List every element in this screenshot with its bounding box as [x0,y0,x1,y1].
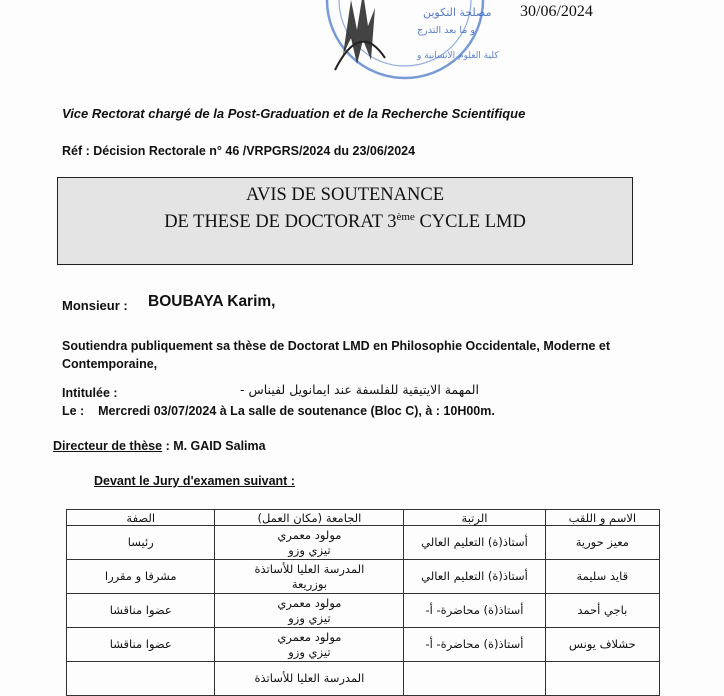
thesis-director: Directeur de thèse : M. GAID Salima [53,439,266,453]
decision-reference: Réf : Décision Rectorale n° 46 /VRPGRS/2024 du 23/06/2024 [62,144,416,158]
avis-title-line-1: AVIS DE SOUTENANCE [245,185,445,205]
candidate-label: Monsieur : [62,298,128,313]
table-row: حشلاف يونس أستاذ(ة) محاضرة- أ- مولود معمري تيزي وزو عضوا مناقشا [67,628,660,662]
thesis-title: المهمة الايتيقية للفلسفة عند ايمانويل لفيناس - [240,382,479,397]
document-date: 30/06/2024 [520,3,593,20]
header-rank: الرتبة [404,510,545,526]
table-row: معيز حورية أستاذ(ة) التعليم العالي مولود معمري تيزي وزو رئيسا [67,526,660,560]
stamp-line-2: و ما بعد التدرج [417,25,475,36]
stamp-line-1: مصلحة التكوين [423,6,492,19]
header-role: الصفة [67,510,215,526]
jury-heading: Devant le Jury d'examen suivant : [94,474,295,488]
candidate-name: BOUBAYA Karim, [148,293,276,310]
defense-date-line: Le : Mercredi 03/07/2024 à La salle de soutenance (Bloc C), à : 10H00m. [62,404,495,418]
avis-title-line-2: DE THESE DE DOCTORAT 3ème CYCLE LMD [164,211,526,233]
header-name: الاسم و اللقب [545,510,659,526]
table-row: باجي أحمد أستاذ(ة) محاضرة- أ- مولود معمري تيزي وزو عضوا مناقشا [67,594,660,628]
jury-table [66,509,660,696]
avis-title-box [57,177,633,265]
vice-rectorat-heading: Vice Rectorat chargé de la Post-Graduation et de la Recherche Scientifique [62,106,526,121]
university-stamp [305,0,505,110]
table-row: قايد سليمة أستاذ(ة) التعليم العالي المدرسة العليا للأساتذة بوزريعة مشرفا و مقررا [67,560,660,594]
jury-table-header [67,510,660,526]
stamp-line-3: كلية العلوم الانسانية و [417,51,499,61]
title-label: Intitulée : [62,386,118,400]
header-university: الجامعة (مكان العمل) [215,510,404,526]
table-row: المدرسة العليا للأساتذة [67,662,660,696]
thesis-description: Soutiendra publiquement sa thèse de Doctorat LMD en Philosophie Occidentale, Moderne et Contemporaine, [62,339,610,371]
